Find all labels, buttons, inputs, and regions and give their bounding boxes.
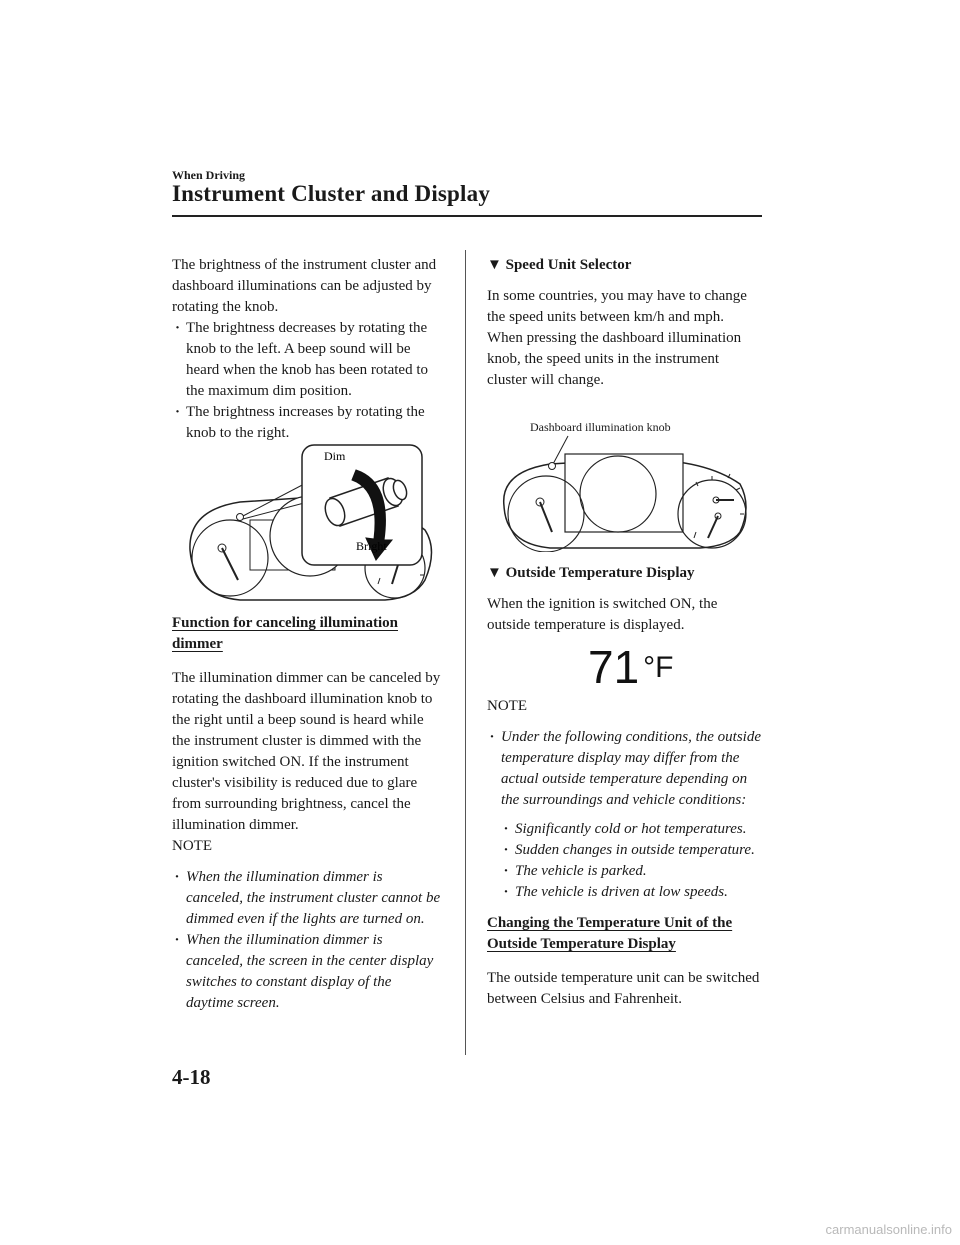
list-item: · When the illumination dimmer is canceled, the instrument cluster cannot be dimmed even if the lights are turned on. [172,867,442,930]
speed-unit-body: In some countries, you may have to change the speed units between km/h and mph. [487,288,747,325]
dim-label: Dim [324,449,346,463]
temp-unit-subheading: Changing the Temperature Unit of the Outside Temperature Display [487,915,733,952]
list-item: · Significantly cold or hot temperatures. [501,819,767,840]
list-item: · Sudden changes in outside temperature. [501,840,767,861]
page-title: Instrument Cluster and Display [172,181,491,206]
speed-unit-heading [487,255,762,276]
note-label: NOTE [487,698,527,714]
brightness-list [172,318,442,444]
dimmer-knob-figure [180,440,440,605]
center-gauge [580,456,656,532]
right-column-notes [487,696,767,1010]
watermark: carmanualsonline.info [825,1222,952,1237]
right-column-temp [487,563,762,636]
list-item: · The vehicle is parked. [501,861,767,882]
page-number: 4-18 [172,1065,211,1089]
list-item: · The brightness increases by rotating the knob to the right. [172,402,442,444]
outside-temp-body: When the ignition is switched ON, the outside temperature is displayed. [487,596,718,633]
outside-temp-heading-text: Outside Temperature Display [505,565,695,581]
outside-temp-heading [487,563,762,584]
note-list [487,727,767,811]
list-item: · When the illumination dimmer is canceled, the screen in the center display switches to constant display of the daytime screen. [172,930,442,1014]
left-column-lower [172,613,442,1014]
knob-marker [237,514,244,521]
speed-cluster-figure [490,434,760,552]
speed-unit-body-2: When pressing the dashboard illumination knob, the speed units in the instrument cluster will change. [487,330,742,388]
subheading-cancel-dimmer: Function for canceling illumination dimmer [172,615,398,652]
list-item: · The vehicle is driven at low speeds. [501,882,767,903]
note-label: NOTE [172,838,212,854]
right-column [487,255,762,391]
down-triangle-icon: ▼ [487,257,502,273]
list-item: · Under the following conditions, the outside temperature display may differ from the actual outside temperature depending on the surroundings and vehicle conditions: [487,727,767,811]
speed-unit-heading-text: Speed Unit Selector [505,257,632,273]
right-gauge [678,480,746,548]
knob-marker [549,463,556,470]
bright-label: Bright [356,539,387,553]
left-gauge [192,520,268,596]
section-label: When Driving [172,168,246,182]
figure-label: Dashboard illumination knob [530,420,671,434]
list-item: · The brightness decreases by rotating the knob to the left. A beep sound will be heard when the knob has been rotated to the maximum dim position. [172,318,442,402]
column-divider [465,250,466,1055]
temperature-display [588,640,674,694]
note-list [172,867,442,1014]
title-divider [172,215,762,217]
temperature-value: 71 [588,641,640,693]
temperature-unit: °F [643,651,674,684]
intro-paragraph: The brightness of the instrument cluster and dashboard illuminations can be adjusted by rotating the knob. [172,257,437,315]
conditions-list [501,819,767,903]
temp-unit-body: The outside temperature unit can be switched between Celsius and Fahrenheit. [487,970,760,1007]
cancel-dimmer-body: The illumination dimmer can be canceled by rotating the dashboard illumination knob to the right until a beep sound is heard while the instrument cluster is dimmed with the ignition switched ON. If the instrument cluster's visibility is reduced due to glare from surrounding brightness, cancel the illumination dimmer. [172,670,441,833]
left-column [172,255,442,444]
down-triangle-icon: ▼ [487,565,502,581]
